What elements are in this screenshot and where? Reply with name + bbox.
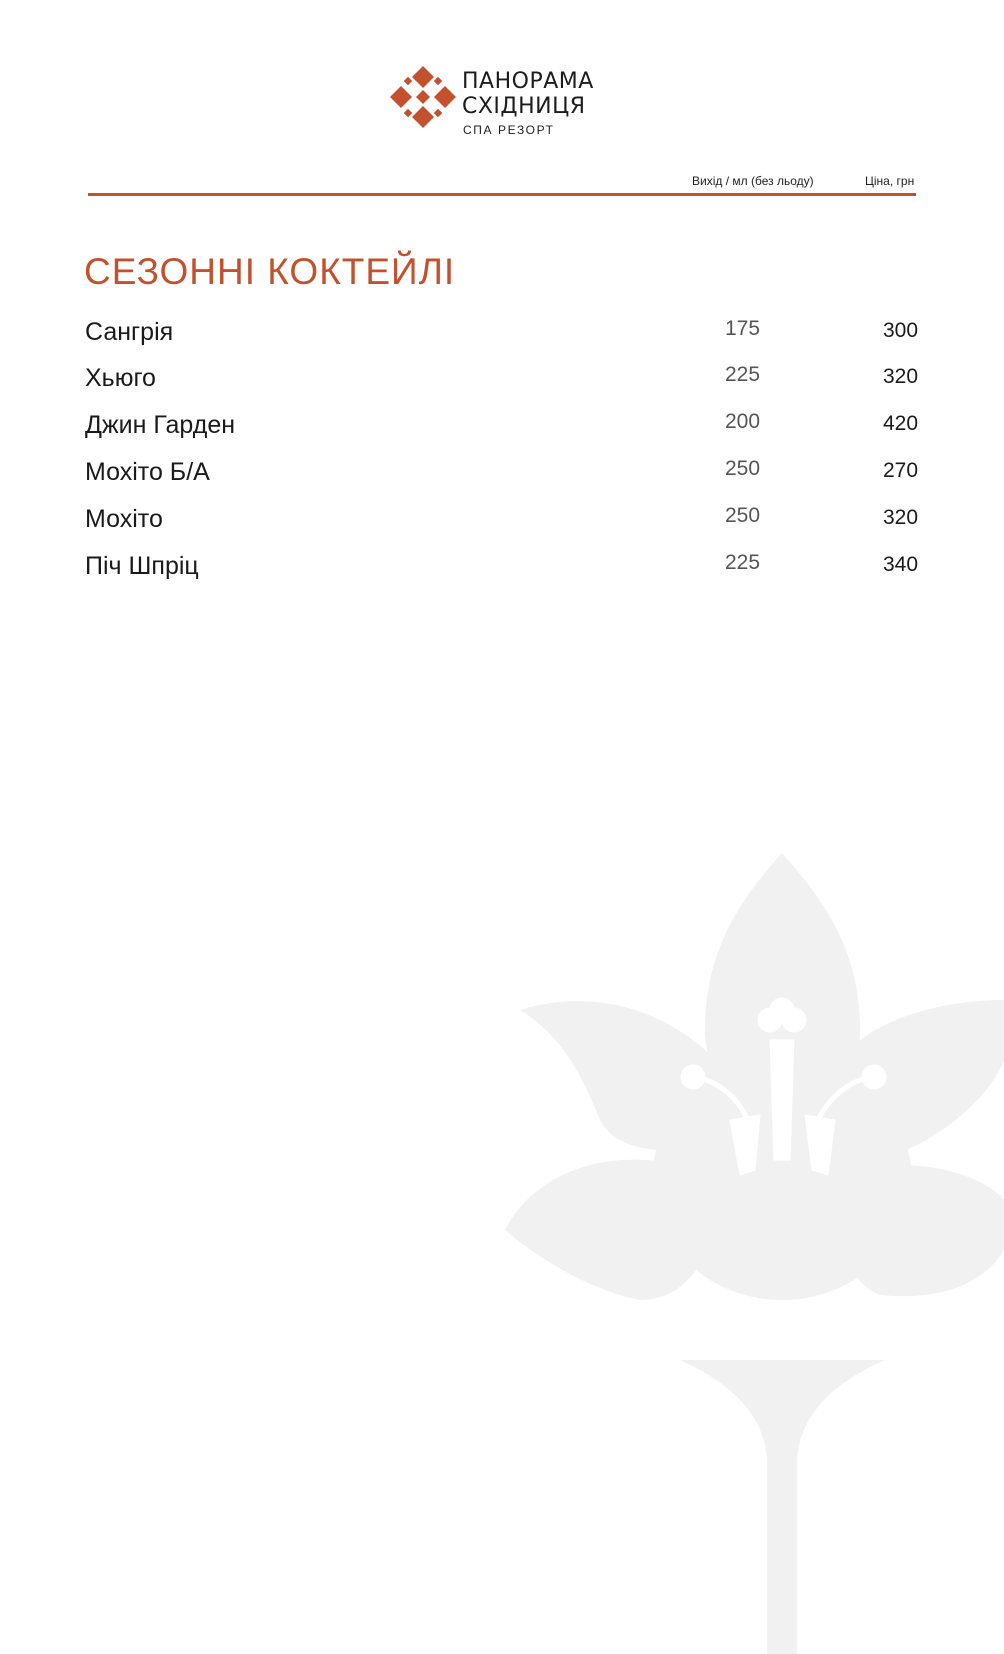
menu-item	[0, 364, 1004, 396]
item-volume: 250	[725, 504, 761, 527]
item-price: 340	[883, 553, 919, 576]
brand-logo	[390, 66, 610, 136]
item-price: 300	[883, 319, 919, 342]
item-volume: 175	[725, 317, 761, 340]
menu-item	[0, 552, 1004, 584]
item-name: Сангрія	[85, 318, 174, 346]
brand-name-line2: СХІДНИЦЯ	[462, 94, 586, 119]
menu-item	[0, 458, 1004, 490]
item-volume: 225	[725, 551, 761, 574]
item-name: Джин Гарден	[85, 411, 236, 439]
item-name: Піч Шпріц	[85, 552, 199, 580]
menu-item	[0, 505, 1004, 537]
item-volume: 225	[725, 363, 761, 386]
item-volume: 250	[725, 457, 761, 480]
item-volume: 200	[725, 410, 761, 433]
item-price: 320	[883, 365, 919, 388]
section-title: СЕЗОННІ КОКТЕЙЛІ	[84, 251, 456, 292]
item-name: Хьюго	[85, 364, 156, 392]
ornament-diamond-icon	[390, 66, 456, 128]
volume-column-header: Вихід / мл (без льоду)	[692, 174, 814, 188]
brand-name-line1: ПАНОРАМА	[462, 69, 594, 94]
item-price: 320	[883, 506, 919, 529]
item-name: Мохіто Б/А	[85, 458, 210, 486]
item-price: 270	[883, 459, 919, 482]
item-price: 420	[883, 412, 919, 435]
item-name: Мохіто	[85, 505, 163, 533]
menu-item	[0, 411, 1004, 443]
price-column-header: Ціна, грн	[865, 174, 915, 188]
header-divider	[88, 193, 916, 196]
menu-item	[0, 318, 1004, 350]
brand-subtitle: СПА РЕЗОРТ	[463, 123, 555, 137]
